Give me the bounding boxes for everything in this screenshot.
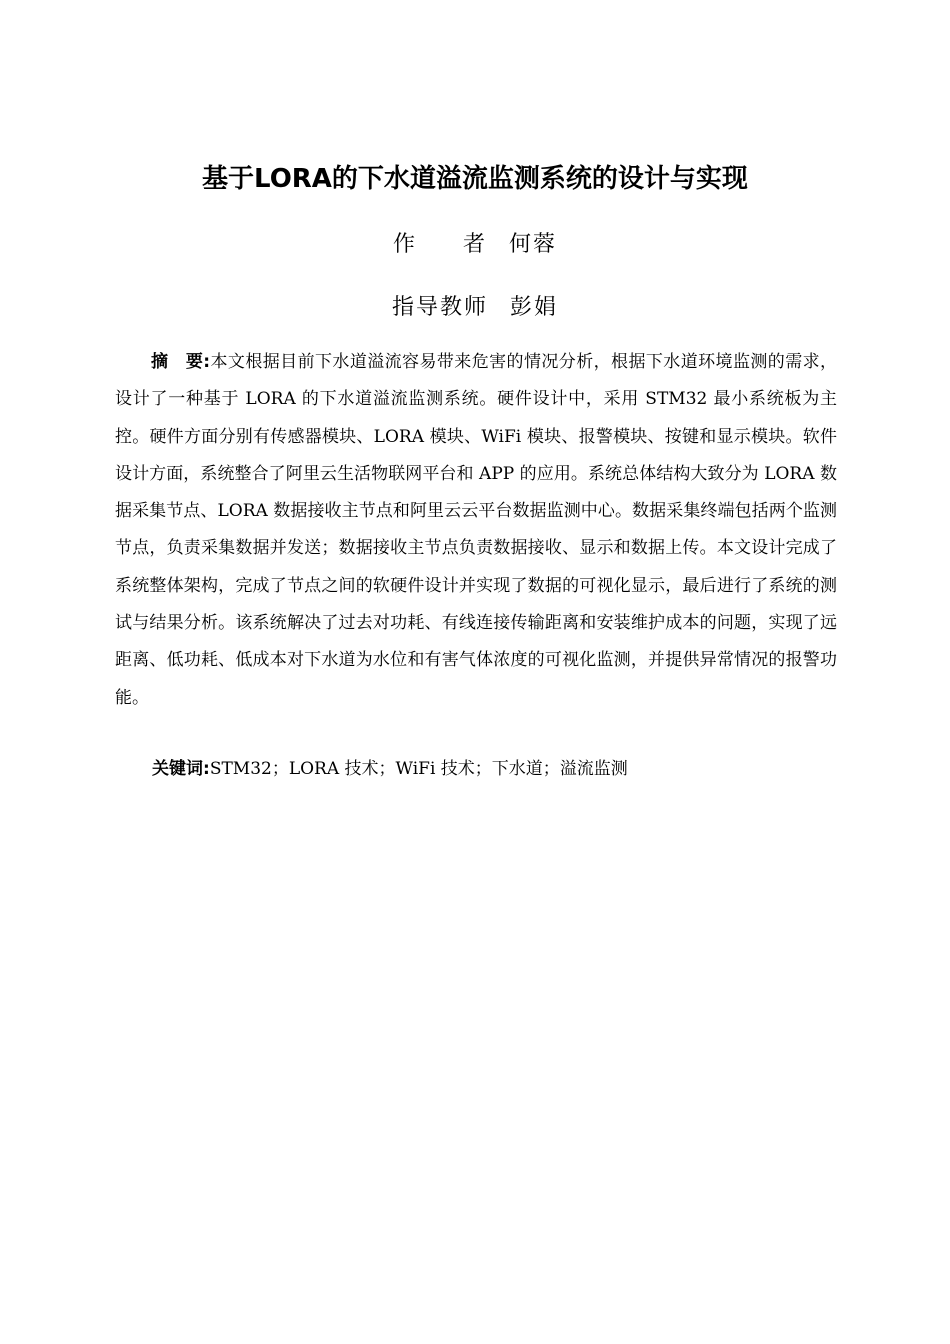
keywords-line	[152, 751, 837, 788]
keywords-text: STM32；LORA 技术；WiFi 技术；下水道；溢流监测	[209, 759, 628, 779]
advisor-label: 指导教师	[391, 295, 488, 320]
advisor-name: 彭娟	[510, 295, 559, 320]
author-label-char1: 作	[392, 232, 417, 257]
abstract-label-char2: 要	[185, 352, 204, 372]
page-title: 基于LORA的下水道溢流监测系统的设计与实现	[202, 164, 748, 194]
author-label-char2: 者	[462, 232, 487, 257]
keywords-label	[152, 759, 210, 779]
author-line	[0, 230, 950, 260]
abstract-paragraph	[115, 344, 837, 717]
abstract-label-char1: 摘	[151, 352, 169, 372]
keywords-separator: :	[203, 759, 210, 779]
abstract-separator: :	[203, 352, 211, 372]
abstract-text: 本文根据目前下水道溢流容易带来危害的情况分析，根据下水道环境监测的需求，设计了一种基于 LORA 的下水道溢流监测系统。硬件设计中，采用 STM32 最小系统板为主控。硬件方面分别有传感器模块、LORA 模块、WiFi 模块、报警模块、按键和显示模块。软件设计方面，系统整合了阿里云生活物联网平台和 APP 的应用。系统总体结构大致分为 LORA 数据采集节点、LORA 数据接收主节点和阿里云云平台数据监测中心。数据采集终端包括两个监测节点，负责采集数据并发送；数据接收主节点负责数据接收、显示和数据上传。本文设计完成了系统整体架构，完成了节点之间的软硬件设计并实现了数据的可视化显示，最后进行了系统的测试与结果分析。该系统解决了过去对功耗、有线连接传输距离和安装维护成本的问题，实现了远距离、低功耗、低成本对下水道为水位和有害气体浓度的可视化监测，并提供异常情况的报警功能。	[115, 352, 838, 708]
advisor-line	[0, 293, 950, 323]
abstract-label	[151, 352, 210, 372]
author-name: 何蓉	[509, 232, 558, 257]
keywords-label-text: 关键词	[152, 759, 203, 779]
